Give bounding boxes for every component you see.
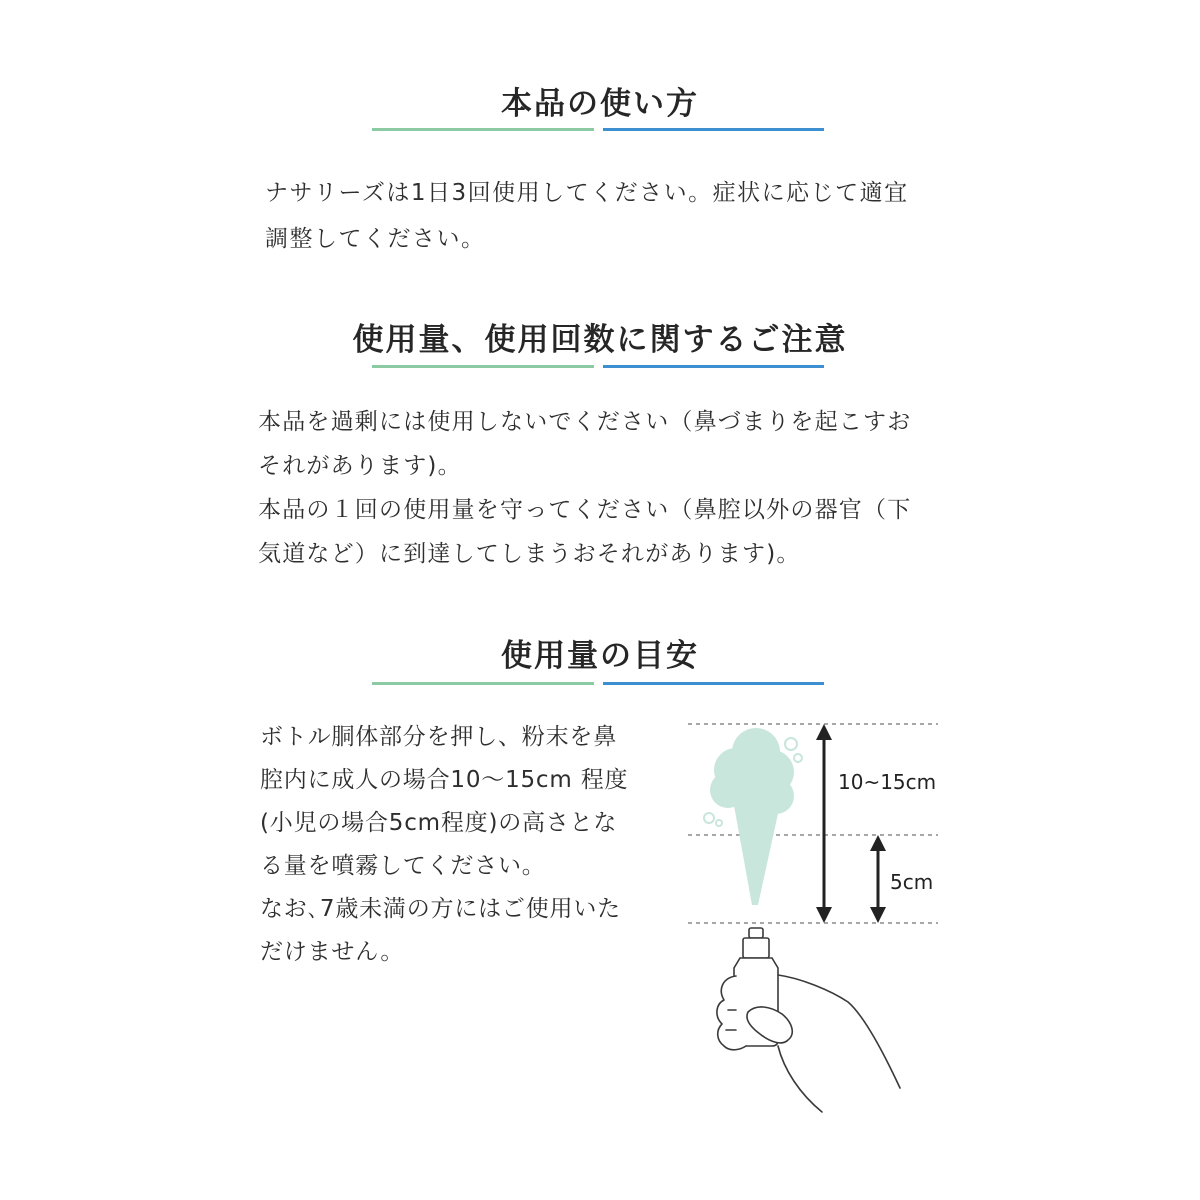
text-line: (小児の場合5cm程度)の高さとな xyxy=(260,810,618,836)
text-line: 調整してください。 xyxy=(265,226,486,252)
text-line: それがあります)。 xyxy=(258,453,462,479)
text-line: ナサリーズは1日3回使用してください。症状に応じて適宜 xyxy=(265,180,909,206)
spray-cloud xyxy=(710,728,794,905)
text-line: 本品を過剰には使用しないでください（鼻づまりを起こすお xyxy=(258,409,912,435)
text-line: なお､7歳未満の方にはご使用いた xyxy=(260,896,621,922)
text-line: ボトル胴体部分を押し、粉末を鼻 xyxy=(260,724,617,750)
label-adult-height: 10~15cm xyxy=(838,770,937,794)
text-line: 本品の１回の使用量を守ってください（鼻腔以外の器官（下 xyxy=(258,497,912,523)
text-line: だけません。 xyxy=(260,939,405,965)
text-line: 気道など）に到達してしまうおそれがあります)。 xyxy=(258,541,801,567)
label-child-height: 5cm xyxy=(890,870,934,894)
text-line: る量を噴霧してください。 xyxy=(260,853,546,879)
section-heading-caution: 使用量、使用回数に関するご注意 xyxy=(352,322,848,358)
text-line: 腔内に成人の場合10～15cm 程度 xyxy=(260,767,629,793)
arrow-child-height xyxy=(870,835,886,923)
section-heading-dosage-guide: 使用量の目安 xyxy=(501,638,699,674)
arrow-adult-height xyxy=(816,724,832,923)
section-heading-usage: 本品の使い方 xyxy=(501,86,699,122)
